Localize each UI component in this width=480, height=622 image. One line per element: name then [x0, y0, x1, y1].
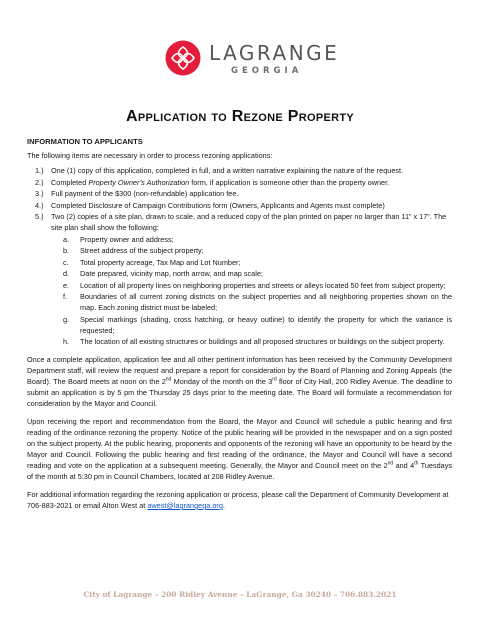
requirement-text: form, if application is someone other than the property owner. — [189, 177, 390, 187]
paragraph-text: Monday of the month on the 3 — [171, 377, 273, 386]
page-footer: City of Lagrange – 200 Ridley Avenue – LaGrange, Ga 30240 – 706.883.2021 — [83, 590, 397, 599]
site-plan-text: Street address of the subject property; — [80, 246, 204, 255]
requirement-item — [35, 177, 452, 188]
page-title: Application to Rezone Property — [125, 108, 355, 125]
requirements-list — [35, 165, 452, 347]
site-plan-item — [63, 291, 452, 313]
requirement-number: 2.) — [35, 177, 44, 187]
requirement-text: One (1) copy of this application, completed in full, and a written narrative explaining the nature of the request. — [51, 166, 404, 175]
site-plan-item — [63, 234, 452, 245]
site-plan-letter: e. — [63, 280, 70, 290]
paragraph-text: floor of City Hall, 200 Ridley Avenue. The deadline to submit an application is by 5 pm the Thursday 25 days prior to the meeting date. The Board will formulate a recommendation for consideration by the Mayor and Council. — [27, 377, 453, 408]
intro-text: The following items are necessary in order to process rezoning applications: — [27, 151, 273, 160]
requirement-item — [35, 165, 452, 176]
contact-paragraph — [27, 489, 452, 511]
email-link[interactable]: awest@lagrangega.org — [147, 501, 223, 510]
paragraph-text: and 4 — [393, 461, 415, 470]
paragraph-text: Upon receiving the report and recommendation from the Board, the Mayor and Council will schedule a public hearing and first reading of the ordinance rezoning the property. Notice of the public hearing will be provided in the newspaper and on a sign posted on the subject property. At the public hearing, proponents and opponents of the rezoning will have an opportunity to be heard by the Mayor and Council. Following the public hearing and first reading of the ordinance, the Mayor and Council will have a second reading and vote on the application at a subsequent meeting. Generally, the Mayor and Council meet on the 2 — [27, 417, 452, 470]
ordinal-suffix: rd — [272, 376, 277, 383]
site-plan-list — [63, 234, 452, 348]
site-plan-letter: d. — [63, 269, 70, 278]
paragraph-text: Once a complete application, application fee and all other pertinent information has been received by the Community Development Department staff, will review the request and prepare a report for consideration by the Board of Planning and Zoning Appeals (the Board). The Board meets at noon on the 2 — [27, 355, 452, 386]
site-plan-letter: f. — [63, 292, 68, 301]
site-plan-text: Location of all property lines on neighboring properties and streets or alleys located 50 feet from subject property; — [80, 280, 446, 290]
ordinal-suffix: th — [414, 460, 419, 467]
site-plan-text: Boundaries of all current zoning districts on the subject properties and all neighboring properties shown on the map. Each zoning district must be labeled; — [80, 292, 452, 312]
site-plan-item — [63, 245, 452, 256]
requirement-item — [35, 188, 452, 199]
document-body — [27, 136, 452, 511]
public-hearing-paragraph — [27, 416, 452, 482]
ordinal-suffix: nd — [165, 376, 172, 383]
logo-wordmark: LAGRANGE — [209, 41, 340, 65]
site-plan-item — [63, 268, 452, 279]
logo-subtitle: GEORGIA — [231, 66, 303, 76]
info-heading: INFORMATION TO APPLICANTS — [27, 137, 143, 146]
site-plan-item — [63, 257, 452, 268]
site-plan-letter: c. — [63, 257, 69, 267]
site-plan-letter: a. — [63, 234, 70, 244]
site-plan-text: The location of all existing structures or buildings and all proposed structures or buildings on the subject property. — [80, 337, 445, 346]
site-plan-item — [63, 336, 452, 347]
requirement-number: 1.) — [35, 166, 44, 175]
paragraph-text: . — [222, 501, 225, 510]
review-process-paragraph — [27, 354, 452, 409]
site-plan-text: Property owner and address; — [80, 234, 174, 244]
site-plan-text: Date prepared, vicinity map, north arrow, and map scale; — [80, 269, 263, 278]
city-logo — [165, 40, 340, 84]
site-plan-letter: b. — [63, 246, 70, 255]
authorization-form-name: Property Owner’s Authorization — [88, 177, 190, 187]
requirement-number: 4.) — [35, 200, 44, 210]
requirement-text: Completed Disclosure of Campaign Contributions form (Owners, Applicants and Agents must complete) — [51, 200, 385, 210]
site-plan-item — [63, 280, 452, 291]
lagrange-flower-logo-icon — [165, 40, 201, 76]
requirement-number: 5.) — [35, 212, 44, 221]
site-plan-item — [63, 314, 452, 336]
requirement-text: Completed — [51, 177, 89, 187]
requirement-text: Full payment of the $300 (non-refundable) application fee. — [51, 189, 239, 198]
requirement-item — [35, 211, 452, 347]
requirement-number: 3.) — [35, 189, 44, 198]
paragraph-text: Tuesdays of the month at 5:30 pm in Council Chambers, located at 208 Ridley Avenue. — [27, 461, 453, 481]
paragraph-text: For additional information regarding the rezoning application or process, please call the Department of Community Development at 706-883-2021 or email Alton West at — [27, 490, 449, 510]
requirement-text: Two (2) copies of a site plan, drawn to scale, and a reduced copy of the plan printed on paper no larger than 11” x 17”. The site plan shall show the following: — [51, 212, 447, 232]
ordinal-suffix: nd — [387, 460, 394, 467]
site-plan-text: Total property acreage, Tax Map and Lot Number; — [80, 257, 241, 267]
requirement-item — [35, 200, 452, 211]
site-plan-letter: g. — [63, 314, 70, 324]
site-plan-text: Special markings (shading, cross hatching, or heavy outline) to identify the property for which the variance is requested; — [80, 314, 452, 335]
site-plan-letter: h. — [63, 337, 70, 346]
